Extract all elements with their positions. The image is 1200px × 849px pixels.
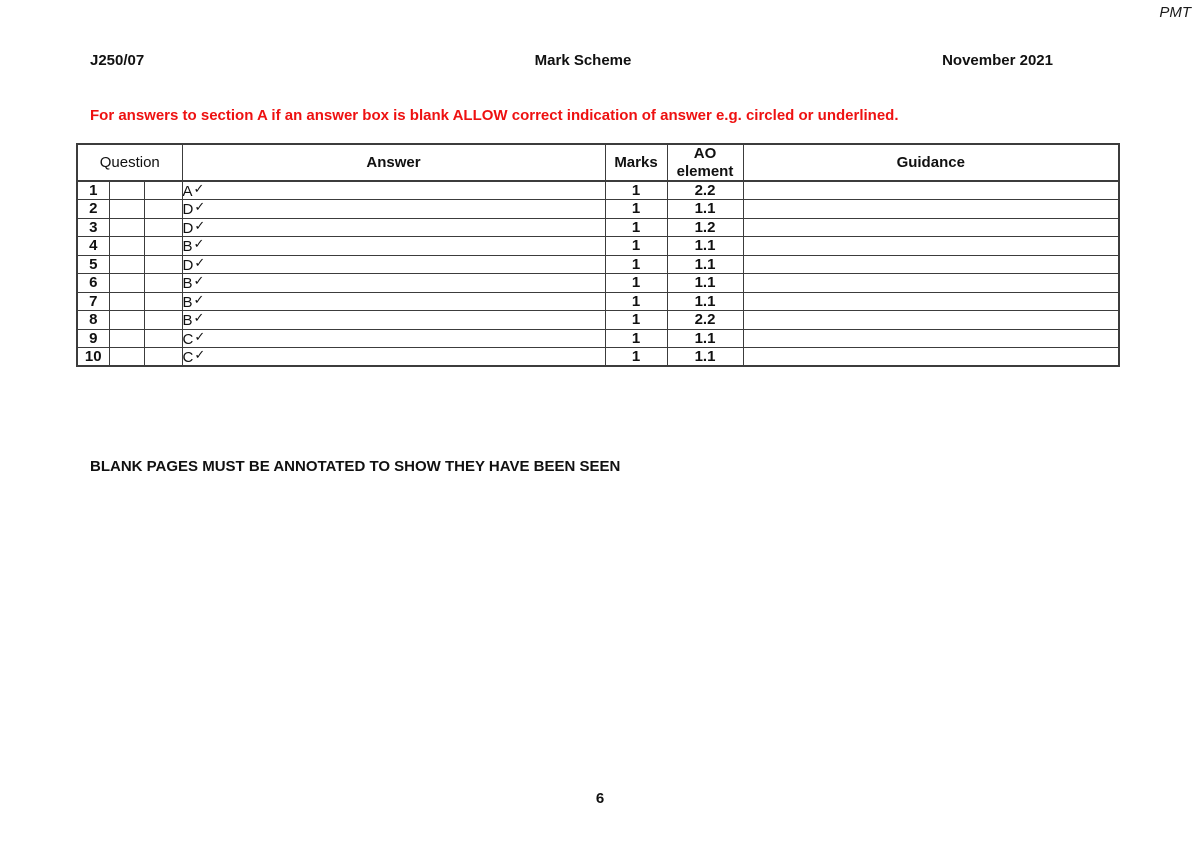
answer-cell [182, 311, 605, 330]
answer-cell [182, 200, 605, 219]
answer-cell [182, 329, 605, 348]
marks-cell: 1 [605, 329, 667, 348]
question-number-cell: 6 [77, 274, 109, 293]
answer-box-cell [109, 218, 144, 237]
question-number-cell: 8 [77, 311, 109, 330]
tick-icon: ✓ [194, 218, 206, 233]
guidance-cell [743, 255, 1119, 274]
answer-box-cell [109, 348, 144, 367]
answer-box-cell [109, 292, 144, 311]
tick-icon: ✓ [193, 273, 205, 289]
exam-session: November 2021 [942, 52, 1053, 69]
guidance-cell [743, 329, 1119, 348]
answer-box-cell [144, 237, 182, 256]
ao-element-cell: 1.2 [667, 218, 743, 237]
answer-letter: B [182, 275, 193, 292]
table-row [77, 237, 1119, 256]
guidance-cell [743, 274, 1119, 293]
guidance-cell [743, 292, 1119, 311]
column-header-ao-element: AO element [667, 144, 743, 181]
answer-box-cell [144, 181, 182, 200]
tick-icon: ✓ [193, 292, 205, 307]
tick-icon: ✓ [194, 347, 206, 362]
table-row [77, 292, 1119, 311]
table-row [77, 329, 1119, 348]
guidance-cell [743, 237, 1119, 256]
tick-icon: ✓ [194, 255, 206, 270]
answer-box-cell [144, 218, 182, 237]
ao-element-cell: 2.2 [667, 181, 743, 200]
marks-cell: 1 [605, 292, 667, 311]
answer-letter: B [182, 238, 193, 255]
blank-pages-note: BLANK PAGES MUST BE ANNOTATED TO SHOW THEY HAVE BEEN SEEN [90, 458, 621, 475]
answer-box-cell [109, 200, 144, 219]
question-number-cell: 1 [77, 181, 109, 200]
answer-box-cell [144, 311, 182, 330]
marks-cell: 1 [605, 274, 667, 293]
tick-icon: ✓ [193, 236, 205, 252]
answer-letter: A [182, 183, 193, 200]
answer-box-cell [144, 200, 182, 219]
mark-scheme-table [76, 143, 1120, 367]
marks-cell: 1 [605, 311, 667, 330]
answer-letter: D [182, 219, 194, 237]
table-row [77, 200, 1119, 219]
answer-letter: C [182, 330, 194, 348]
marks-cell: 1 [605, 255, 667, 274]
question-number-cell: 9 [77, 329, 109, 348]
guidance-cell [743, 348, 1119, 367]
answer-cell [182, 348, 605, 367]
ao-element-cell: 1.1 [667, 292, 743, 311]
marks-cell: 1 [605, 181, 667, 200]
tick-icon: ✓ [194, 199, 206, 215]
answer-box-cell [144, 255, 182, 274]
question-number-cell: 4 [77, 237, 109, 256]
table-row [77, 218, 1119, 237]
answer-letter: D [182, 201, 194, 218]
answer-letter: B [182, 312, 193, 329]
document-header [0, 52, 1200, 72]
guidance-cell [743, 218, 1119, 237]
column-header-answer: Answer [182, 144, 605, 181]
answer-cell [182, 274, 605, 293]
answer-box-cell [109, 237, 144, 256]
answer-table-body [77, 181, 1119, 366]
table-row [77, 311, 1119, 330]
table-row [77, 348, 1119, 367]
answer-cell [182, 292, 605, 311]
tick-icon: ✓ [193, 310, 205, 326]
marks-cell: 1 [605, 237, 667, 256]
answer-box-cell [144, 329, 182, 348]
marks-cell: 1 [605, 348, 667, 367]
answer-cell [182, 181, 605, 200]
answer-box-cell [109, 181, 144, 200]
answer-cell [182, 218, 605, 237]
question-number-cell: 5 [77, 255, 109, 274]
ao-element-cell: 1.1 [667, 200, 743, 219]
question-number-cell: 10 [77, 348, 109, 367]
question-number-cell: 7 [77, 292, 109, 311]
marks-cell: 1 [605, 200, 667, 219]
answer-letter: B [182, 293, 193, 311]
answer-cell [182, 255, 605, 274]
tick-icon: ✓ [194, 329, 206, 344]
column-header-guidance: Guidance [743, 144, 1119, 181]
question-number-cell: 3 [77, 218, 109, 237]
pmt-watermark: PMT [1159, 4, 1191, 21]
table-header [77, 144, 1119, 181]
answer-cell [182, 237, 605, 256]
paper-code: J250/07 [90, 52, 145, 69]
question-number-cell: 2 [77, 200, 109, 219]
answer-letter: C [182, 349, 194, 366]
answer-box-cell [109, 329, 144, 348]
answer-letter: D [182, 256, 194, 274]
table-row [77, 274, 1119, 293]
document-title: Mark Scheme [534, 52, 632, 69]
answer-box-cell [109, 255, 144, 274]
table-row [77, 255, 1119, 274]
guidance-cell [743, 200, 1119, 219]
answer-box-cell [109, 274, 144, 293]
tick-icon: ✓ [193, 181, 205, 196]
marks-cell: 1 [605, 218, 667, 237]
ao-element-cell: 1.1 [667, 255, 743, 274]
ao-element-cell: 1.1 [667, 237, 743, 256]
page-number: 6 [595, 790, 605, 807]
column-header-marks: Marks [605, 144, 667, 181]
ao-element-cell: 1.1 [667, 329, 743, 348]
answer-box-cell [144, 292, 182, 311]
answer-box-cell [144, 348, 182, 367]
column-header-question: Question [77, 144, 182, 181]
ao-element-cell: 1.1 [667, 348, 743, 367]
answer-box-cell [109, 311, 144, 330]
answer-box-cell [144, 274, 182, 293]
guidance-cell [743, 311, 1119, 330]
ao-element-cell: 2.2 [667, 311, 743, 330]
allow-note: For answers to section A if an answer box is blank ALLOW correct indication of answer e.g. circled or underlined. [90, 107, 899, 124]
guidance-cell [743, 181, 1119, 200]
table-row [77, 181, 1119, 200]
ao-element-cell: 1.1 [667, 274, 743, 293]
